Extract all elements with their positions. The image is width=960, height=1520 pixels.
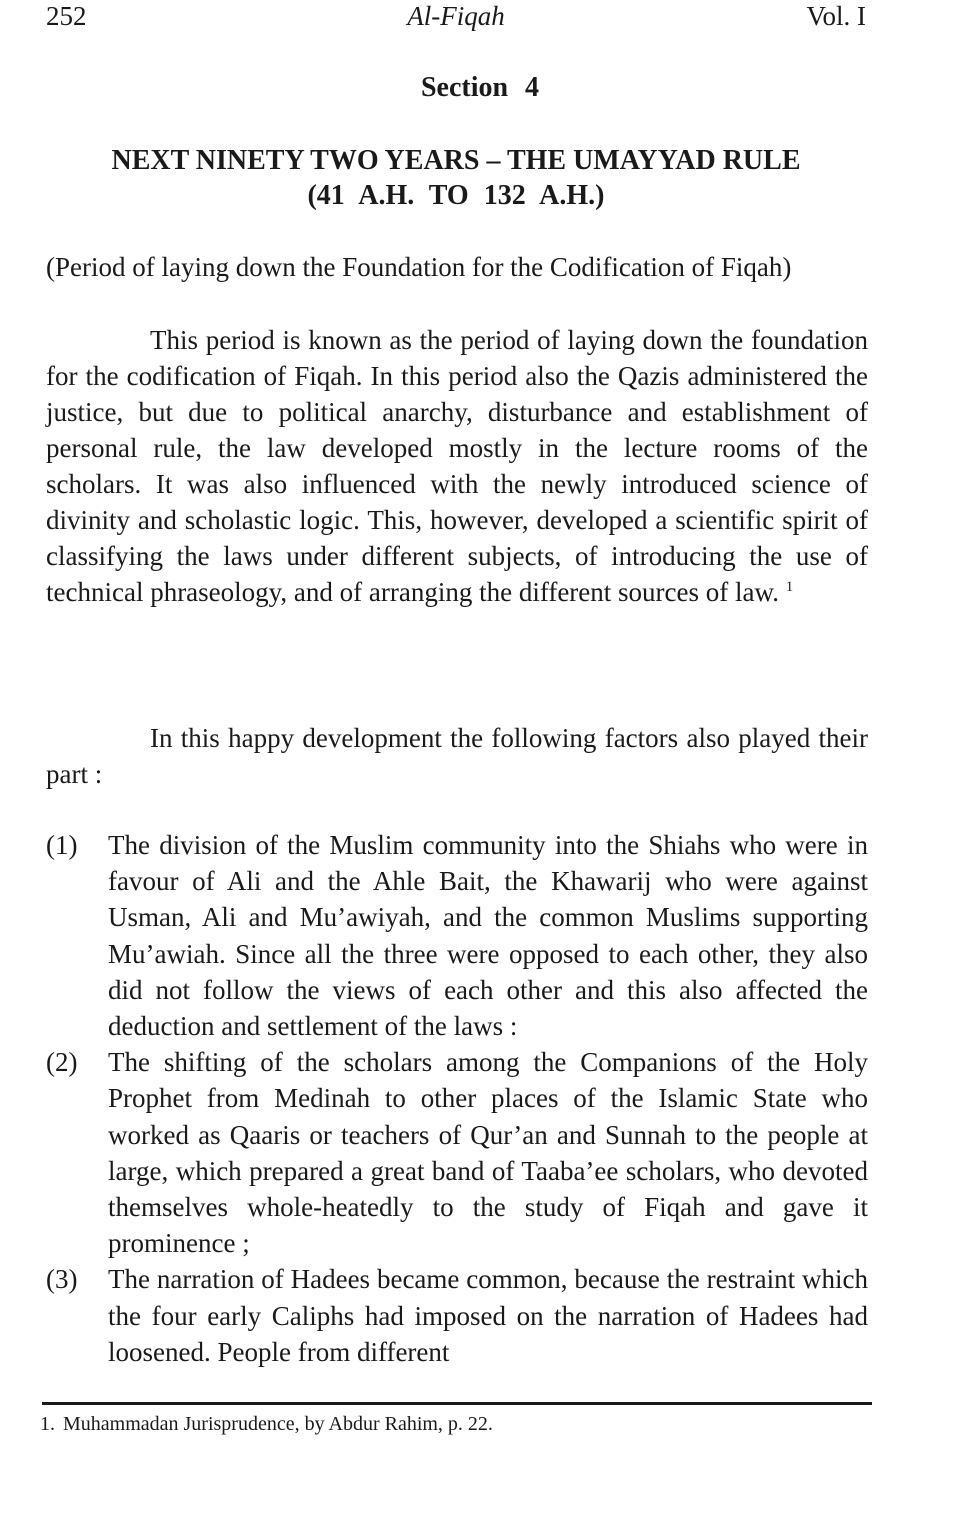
volume-label: Vol. I <box>806 1 866 31</box>
running-head <box>46 0 866 36</box>
paragraph-text: This period is known as the period of laying down the foundation for the codification of Fiqah. In this period also the Qazis administered the justice, but due to political anarchy, disturbance and establishment of personal rule, the law developed mostly in the lecture rooms of the scholars. It was also influenced with the newly introduced science of divinity and scholastic logic. This, however, developed a scientific spirit of classifying the laws under different subjects, of introducing the use of technical phraseology, and of arranging the different sources of law. <box>46 325 868 607</box>
list-item <box>46 1044 868 1261</box>
paragraph-intro <box>46 322 868 610</box>
list-item-text: The division of the Muslim community into the Shiahs who were in favour of Ali and the Ahle Bait, the Khawarij who were against Usman, Ali and Mu’awiyah, and the common Muslims supporting Mu’awiah. Since all the three were opposed to each other, they also did not follow the views of each other and this also affected the deduction and settlement of the laws : <box>108 830 868 1042</box>
book-title: Al-Fiqah <box>407 1 505 31</box>
paragraph-factors-intro <box>46 720 868 792</box>
chapter-title: NEXT NINETY TWO YEARS – THE UMAYYAD RULE <box>111 145 801 176</box>
footnote <box>40 1410 493 1438</box>
list-item-number: (3) <box>46 1264 78 1295</box>
section-label: Section 4 <box>420 72 540 103</box>
chapter-dates: (41 A.H. TO 132 A.H.) <box>307 180 605 211</box>
footnote-number: 1. <box>40 1413 55 1435</box>
paragraph-text: In this happy development the following factors also played their part : <box>46 723 868 789</box>
chapter-subtitle: (Period of laying down the Foundation for the Codification of Fiqah) <box>46 252 792 282</box>
page-number: 252 <box>46 1 87 31</box>
list-item-text: The shifting of the scholars among the Companions of the Holy Prophet from Medinah to other places of the Islamic State who worked as Qaaris or teachers of Qur’an and Sunnah to the people at large, which prepared a great band of Taaba’ee scholars, who devoted themselves whole-heatedly to the study of Fiqah and gave it prominence ; <box>108 1047 868 1259</box>
list-item-number: (1) <box>46 830 78 860</box>
list-item-text: The narration of Hadees became common, because the restraint which the four early Caliphs had imposed on the narration of Hadees had loosened. People from different <box>108 1264 868 1367</box>
chapter-heading <box>0 143 912 213</box>
footnote-divider <box>42 1402 872 1405</box>
list-item-number: (2) <box>46 1047 78 1078</box>
list-item <box>46 1261 868 1370</box>
list-item <box>46 827 868 1044</box>
factor-list <box>46 827 868 1370</box>
footnote-text: Muhammadan Jurisprudence, by Abdur Rahim, p. 22. <box>63 1413 493 1435</box>
footnote-reference: 1 <box>785 579 794 595</box>
